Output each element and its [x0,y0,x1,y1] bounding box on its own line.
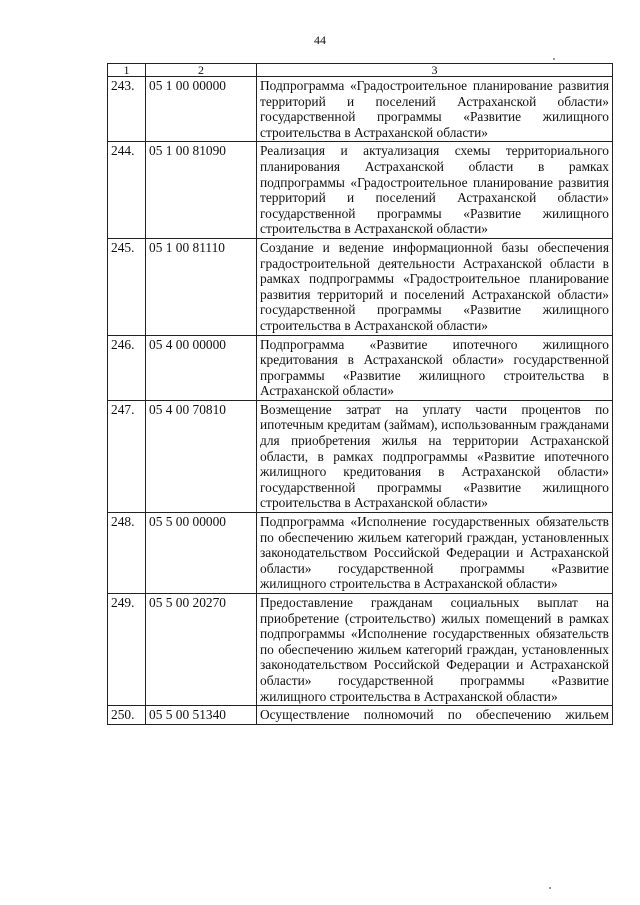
scan-speck [549,887,551,889]
column-header-2: 2 [146,64,257,77]
row-number: 244. [108,142,146,239]
table-row [108,238,613,335]
table-row [108,400,613,512]
row-number: 246. [108,335,146,400]
row-number: 248. [108,513,146,594]
table-row [108,335,613,400]
page-number: 44 [314,33,326,47]
budget-classification-table [107,63,613,725]
row-description: Создание и ведение информационной базы обеспечения градостроительной деятельности Астраханской области в рамках подпрограммы «Градостроительное планирование развития территорий и поселений Астраханской области» государственной программы «Развитие жилищного строительства в Астраханской области» [257,238,613,335]
row-description: Осуществление полномочий по обеспечению жильем [260,707,609,723]
row-description: Подпрограмма «Развитие ипотечного жилищного кредитования в Астраханской области» государственной программы «Развитие жилищного строительства в Астраханской области» [257,335,613,400]
table-row [108,142,613,239]
table-row [108,77,613,142]
classification-code: 05 5 00 20270 [146,594,257,706]
classification-code: 05 4 00 70810 [146,400,257,512]
row-number: 247. [108,400,146,512]
row-description: Возмещение затрат на уплату части процентов по ипотечным кредитам (займам), использованным гражданами для приобретения жилья на территории Астраханской области, в рамках подпрограммы «Развитие ипотечного жилищного кредитования в Астраханской области» государственной программы «Развитие жилищного строительства в Астраханской области» [257,400,613,512]
table-row [108,594,613,706]
row-number: 250. [108,706,146,725]
row-description: Реализация и актуализация схемы территориального планирования Астраханской области в рамках подпрограммы «Градостроительное планирование развития территорий и поселений Астраханской области» государственной программы «Развитие жилищного строительства в Астраханской области» [257,142,613,239]
table-row [108,513,613,594]
row-description: Подпрограмма «Исполнение государственных обязательств по обеспечению жильем категорий граждан, установленных законодательством Российской Федерации и Астраханской области» государственной программы «Развитие жилищного строительства в Астраханской области» [257,513,613,594]
row-number: 245. [108,238,146,335]
classification-code: 05 5 00 00000 [146,513,257,594]
classification-code: 05 1 00 81110 [146,238,257,335]
row-description: Предоставление гражданам социальных выплат на приобретение (строительство) жилых помещений в рамках подпрограммы «Исполнение государственных обязательств по обеспечению жильем категорий граждан, установленных законодательством Российской Федерации и Астраханской области» государственной программы «Развитие жилищного строительства в Астраханской области» [257,594,613,706]
table-header-row [108,64,613,77]
row-description-cell [257,706,613,725]
classification-code: 05 1 00 81090 [146,142,257,239]
row-number: 249. [108,594,146,706]
column-header-1: 1 [108,64,146,77]
row-description: Подпрограмма «Градостроительное планирование развития территорий и поселений Астраханской области» государственной программы «Развитие жилищного строительства в Астраханской области» [257,77,613,142]
table-row [108,706,613,725]
scan-speck [553,58,555,60]
column-header-3: 3 [257,64,613,77]
row-number: 243. [108,77,146,142]
classification-code: 05 1 00 00000 [146,77,257,142]
classification-code: 05 4 00 00000 [146,335,257,400]
classification-code: 05 5 00 51340 [146,706,257,725]
